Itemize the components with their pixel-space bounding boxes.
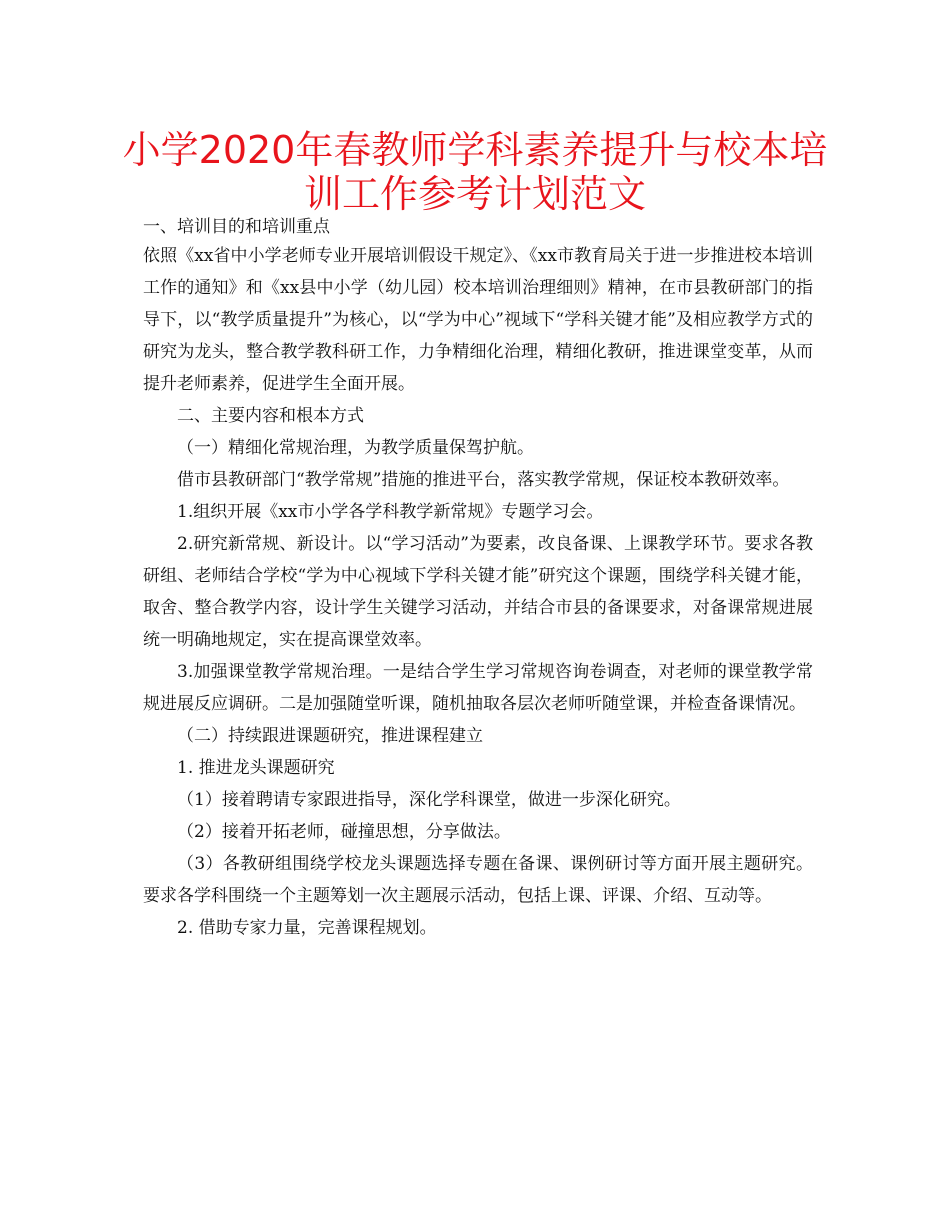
list-item: （2）接着开拓老师，碰撞思想，分享做法。 — [177, 822, 511, 842]
section-heading: 一、培训目的和培训重点 — [143, 217, 330, 237]
document-title-line-2: 训工作参考计划范文 — [303, 172, 646, 216]
section-heading: 二、主要内容和根本方式 — [177, 406, 364, 426]
document-body — [143, 214, 813, 944]
subsection-heading: （一）精细化常规治理，为教学质量保驾护航。 — [177, 438, 534, 458]
document-title-line-1: 小学2020年春教师学科素养提升与校本培 — [122, 128, 828, 172]
list-item: （1）接着聘请专家跟进指导，深化学科课堂，做进一步深化研究。 — [177, 790, 681, 810]
list-item: 1. 推进龙头课题研究 — [177, 758, 335, 778]
list-item: 3.加强课堂教学常规治理。一是结合学生学习常规咨询卷调查，对老师的课堂教学常规进展反应调研。二是加强随堂听课，随机抽取各层次老师听随堂课，并检查备课情况。 — [143, 662, 813, 714]
list-item: 2. 借助专家力量，完善课程规划。 — [177, 918, 437, 938]
subsection-heading: （二）持续跟进课题研究，推进课程建立 — [177, 726, 483, 746]
paragraph: 依照《xx省中小学老师专业开展培训假设干规定》、《xx市教育局关于进一步推进校本培训工作的通知》和《xx县中小学（幼儿园）校本培训治理细则》精神，在市县教研部门的指导下，以“教学质量提升”为核心，以“学为中心”视域下“学科关键才能”及相应教学方式的研究为龙头，整合教学教科研工作，力争精细化治理，精细化教研，推进课堂变革，从而提升老师素养，促进学生全面开展。 — [143, 246, 813, 394]
list-item: 1.组织开展《xx市小学各学科教学新常规》专题学习会。 — [177, 502, 604, 522]
paragraph: 借市县教研部门“教学常规”措施的推进平台，落实教学常规，保证校本教研效率。 — [177, 470, 790, 490]
list-item: （3）各教研组围绕学校龙头课题选择专题在备课、课例研讨等方面开展主题研究。要求各学科围绕一个主题筹划一次主题展示活动，包括上课、评课、介绍、互动等。 — [143, 854, 813, 906]
list-item: 2.研究新常规、新设计。以“学习活动”为要素，改良备课、上课教学环节。要求各教研组、老师结合学校“学为中心视域下学科关键才能”研究这个课题，围绕学科关键才能，取舍、整合教学内容，设计学生关键学习活动，并结合市县的备课要求，对备课常规进展统一明确地规定，实在提高课堂效率。 — [143, 534, 813, 650]
